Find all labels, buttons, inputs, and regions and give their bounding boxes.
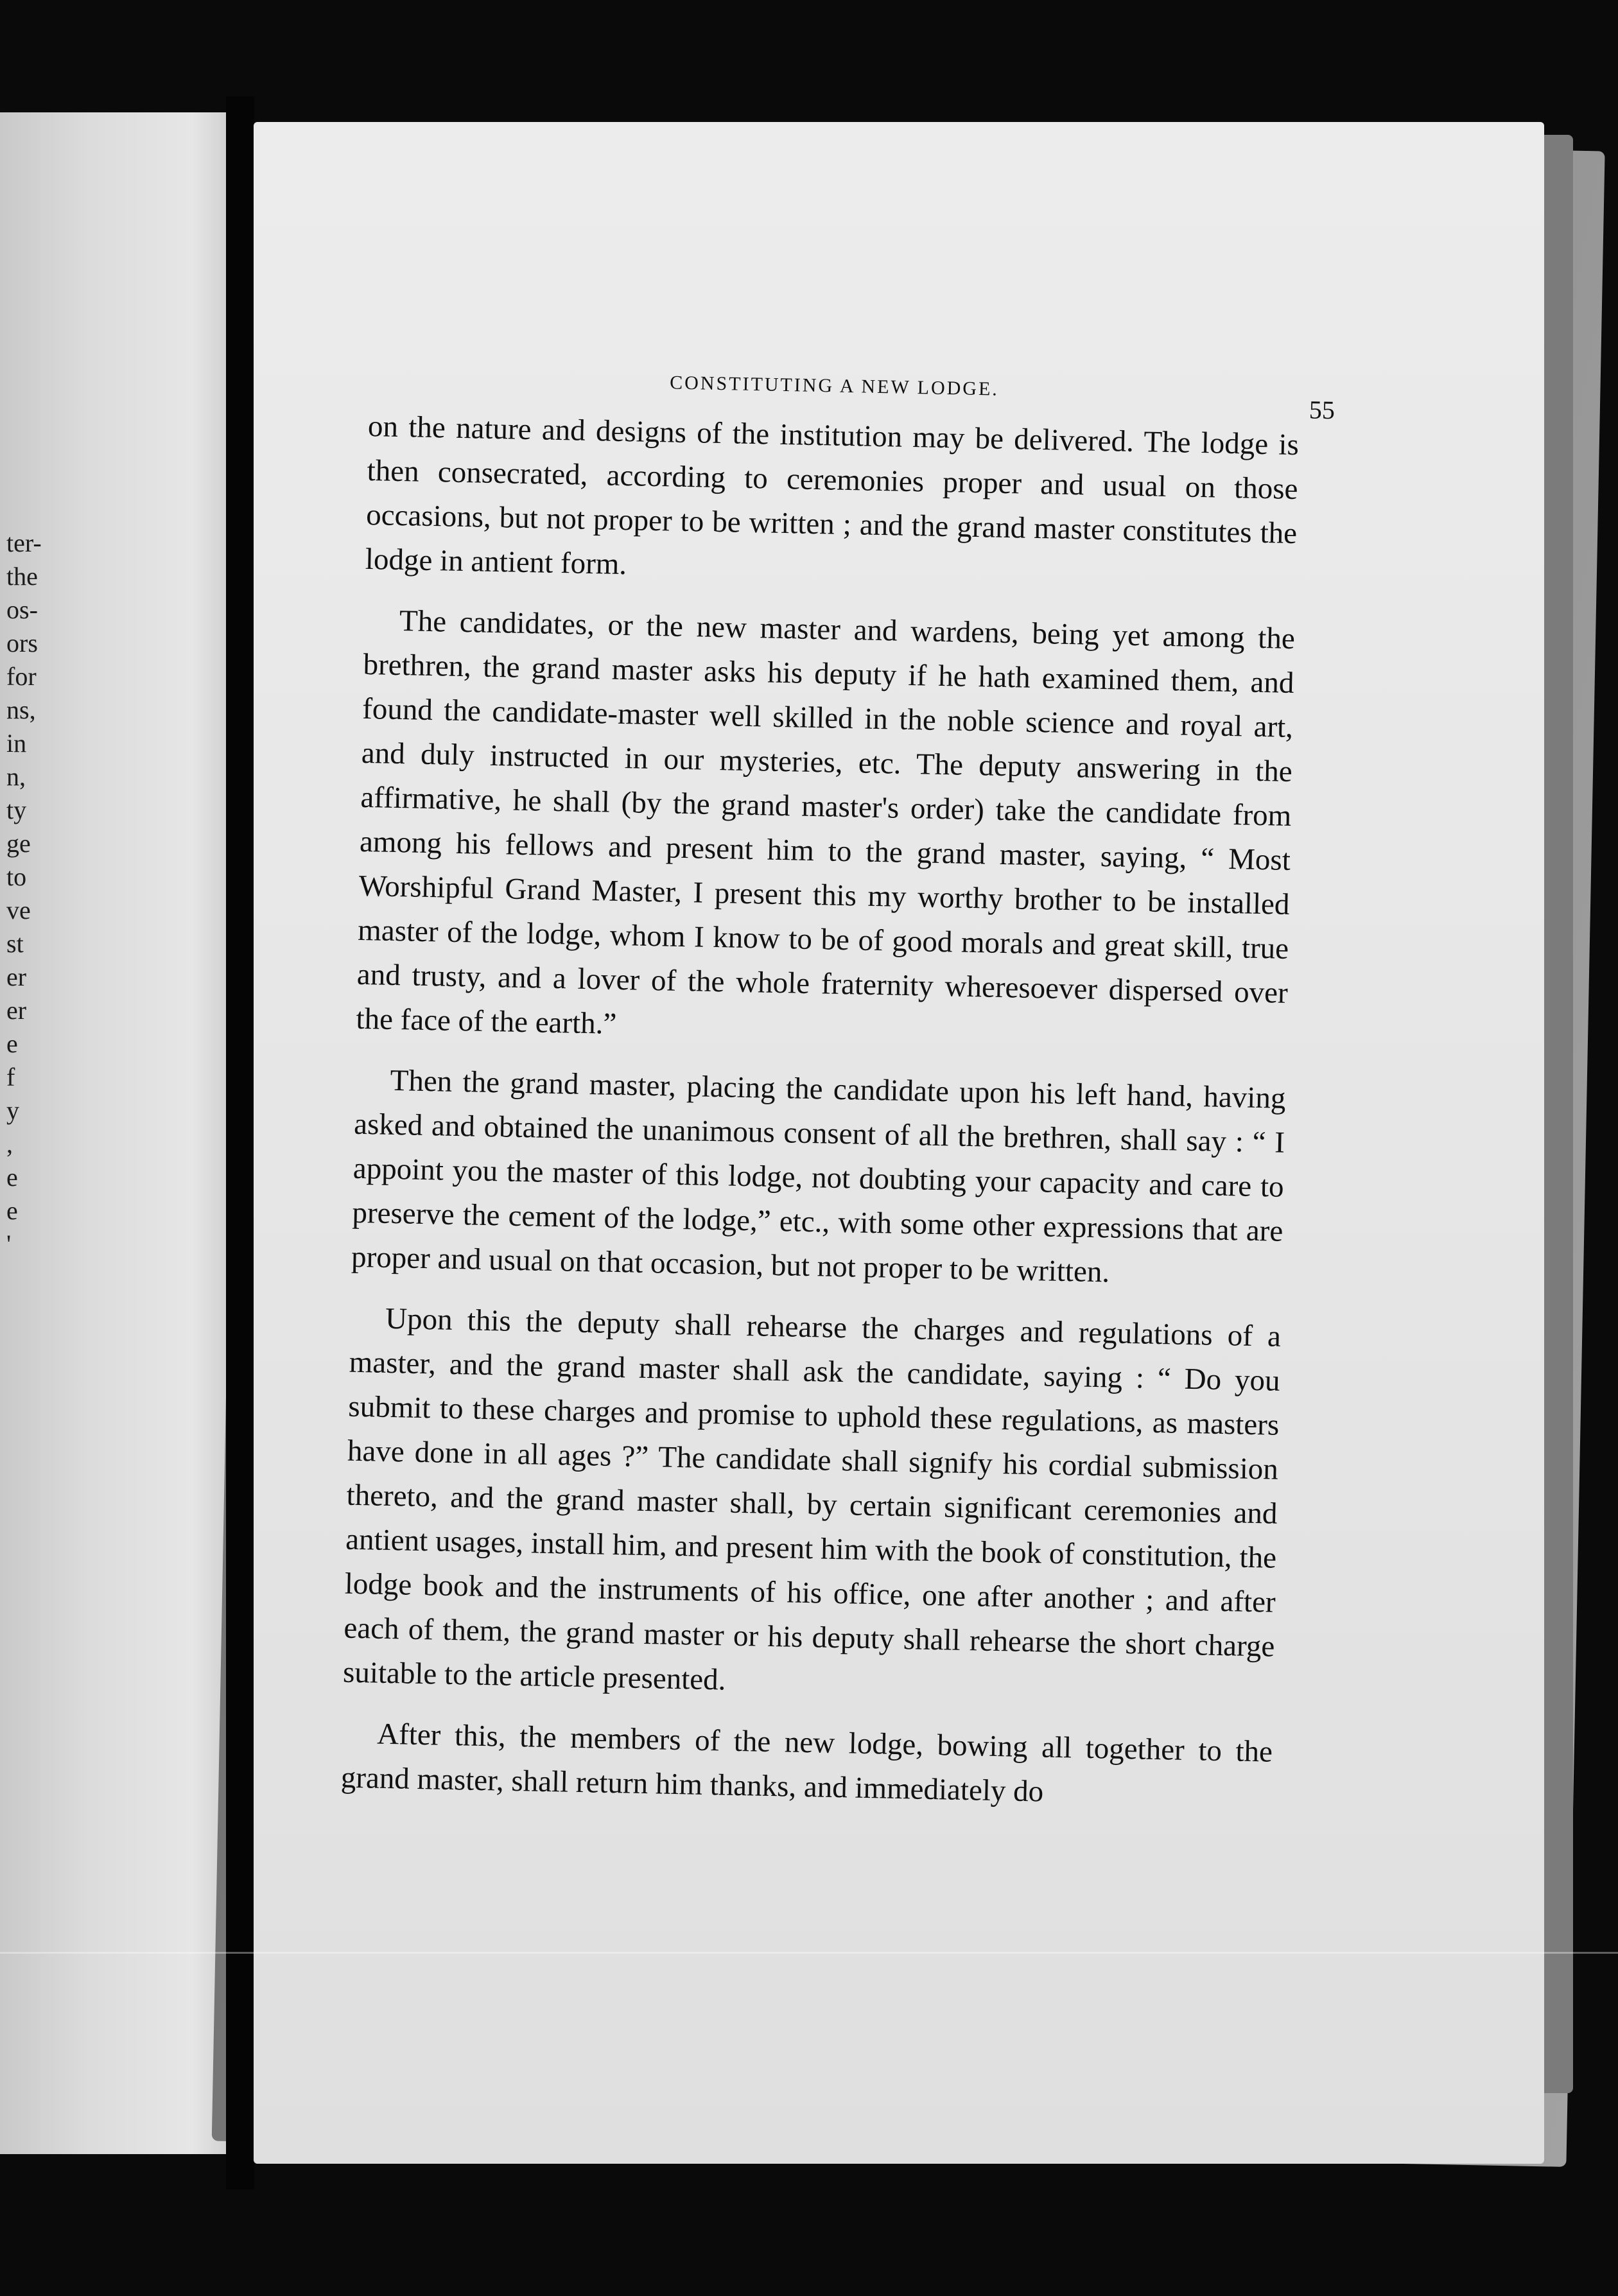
paragraph-3: Then the grand master, placing the candidate upon his left hand, having asked and obtained the unanimous consent of all the brethren, shall say : “ I appoint you the master of this lodge, not doubting your capacity and care to preserve the cement of the lodge,” etc., with some other expressions that are proper and usual on that occasion, but not proper to be written. [351, 1063, 1286, 1289]
fragment-line: to [6, 862, 27, 891]
fragment-line: , [6, 1129, 13, 1158]
paragraph-1: on the nature and designs of the institution may be delivered. The lodge is then consecrated, according to ceremonies proper and usual on those occasions, but not proper to be written ; and the grand master constitutes the lodge in antient form. [365, 409, 1300, 582]
fragment-line: ors [6, 629, 38, 657]
scan-scratch-line [0, 1952, 1618, 1954]
fragment-line: for [6, 662, 37, 691]
book-gutter [226, 96, 254, 2189]
paragraph-2: The candidates, or the new master and wardens, being yet among the brethren, the grand master asks his deputy if he hath examined them, and found the candidate-master well skilled in the noble science and royal art, and duly instructed in our mysteries, etc. The deputy answering in the affirmative, he shall (by the grand master's order) take the candidate from among his fellows and present him to the grand master, saying, “ Most Worshipful Grand Master, I present this my worthy brother to be installed master of the lodge, whom I know to be of good morals and great skill, true and trusty, and a lover of the whole fraternity wheresoever dispersed over the face of the earth.” [356, 604, 1296, 1041]
fragment-line: y [6, 1096, 19, 1125]
fragment-line: ter- [6, 528, 42, 557]
fragment-line: ty [6, 796, 27, 824]
previous-page [0, 112, 226, 2154]
page-number: 55 [1309, 395, 1335, 425]
running-head-title: CONSTITUTING A NEW LODGE. [669, 372, 1000, 400]
fragment-line: ' [6, 1230, 12, 1258]
paragraph-5: After this, the members of the new lodge, bowing all together to the grand master, shall return him thanks, and immediately do [340, 1717, 1273, 1809]
fragment-line: ns, [6, 695, 36, 724]
fragment-line: os- [6, 595, 38, 624]
fragment-line: er [6, 996, 27, 1025]
previous-page-text-fragments [6, 526, 218, 1261]
fragment-line: n, [6, 762, 26, 791]
paragraph-4: Upon this the deputy shall rehearse the charges and regulations of a master, and the grand master shall ask the candidate, saying : “ Do you submit to these charges and promise to uphold these regulations, as masters have done in all ages ?” The candidate shall signify his cordial submission thereto, and the grand master shall, by certain significant ceremonies and antient usages, install him, and present him with the book of constitution, the lodge book and the instruments of his office, one after another ; and after each of them, the grand master or his deputy shall rehearse the short charge suitable to the article presented. [342, 1301, 1282, 1697]
fragment-line: ge [6, 829, 31, 858]
fragment-line: st [6, 929, 24, 958]
fragment-line: in [6, 729, 27, 758]
fragment-line: e [6, 1029, 18, 1058]
fragment-line: ve [6, 896, 31, 925]
fragment-line: f [6, 1063, 15, 1091]
fragment-line: e [6, 1196, 18, 1225]
page-content [340, 366, 1335, 1836]
fragment-line: e [6, 1163, 18, 1192]
fragment-line: er [6, 962, 27, 991]
fragment-line: the [6, 562, 38, 591]
